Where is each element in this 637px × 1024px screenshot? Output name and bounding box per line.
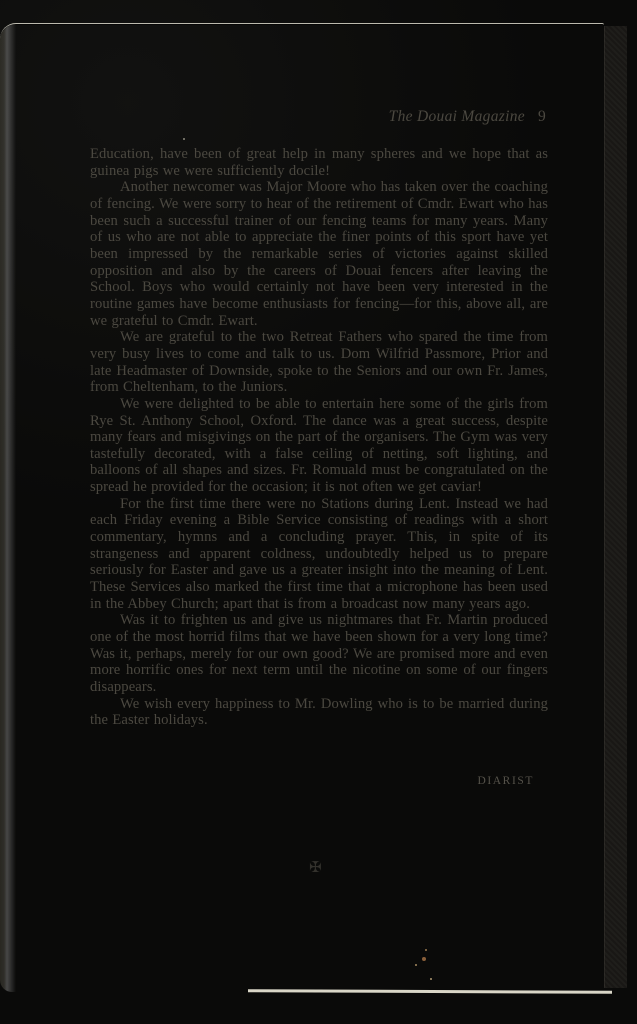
- magazine-page: [0, 23, 604, 992]
- paper-speck: [183, 138, 185, 140]
- journal-title: The Douai Magazine: [388, 108, 525, 125]
- foxing-spot: [415, 964, 417, 966]
- paragraph: Was it to frighten us and give us nightmares that Fr. Martin produced one of the most horrid films that we have been shown for a very long time? Was it, perhaps, merely for our own good? We are promised more and even more horrific ones for next term until the nicotine on some of our fingers disappears.: [90, 612, 548, 695]
- running-header: [389, 108, 546, 126]
- foxing-spot: [422, 957, 426, 961]
- paragraph: We wish every happiness to Mr. Dowling who is to be married during the Easter holidays.: [90, 695, 548, 729]
- page-curl-edge: [0, 24, 16, 992]
- page-stack-edge: [248, 989, 612, 994]
- paragraph: For the first time there were no Stations during Lent. Instead we had each Friday evening a Bible Service consisting of readings with a short commentary, hymns and a concluding prayer. This, in spite of its strangeness and apparent coldness, undoubtedly helped us to prepare seriously for Easter and gave us a greater insight into the meaning of Lent. These Services also marked the first time that a microphone has been used in the Abbey Church; apart that is from a broadcast now many years ago.: [90, 495, 548, 612]
- paragraph: Another newcomer was Major Moore who has taken over the coaching of fencing. We were sorry to hear of the retirement of Cmdr. Ewart who has been such a successful trainer of our fencing teams for many years. Many of us who are not able to appreciate the finer points of this sport have yet been impressed by the remarkable series of victories against skilled opposition and also by the careers of Douai fencers after leaving the School. Boys who would certainly not have been very interested in the routine games have become enthusiasts for fencing—for this, above all, are we grateful to Cmdr. Ewart.: [90, 179, 548, 329]
- author-signature: DIARIST: [477, 775, 534, 787]
- paragraph: We are grateful to the two Retreat Fathers who spared the time from very busy lives to come and talk to us. Dom Wilfrid Passmore, Prior and late Headmaster of Downside, spoke to the Seniors and our own Fr. James, from Cheltenham, to the Juniors.: [90, 329, 548, 396]
- page-number: 9: [537, 108, 546, 125]
- book-cover-edge: [604, 26, 627, 988]
- paragraph: We were delighted to be able to entertain here some of the girls from Rye St. Anthony School, Oxford. The dance was a great success, despite many fears and misgivings on the part of the organisers. The Gym was very tastefully decorated, with a false ceiling of netting, soft lighting, and balloons of all shapes and sizes. Fr. Romuald must be congratulated on the spread he provided for the occasion; it is not often we get caviar!: [90, 395, 548, 496]
- foxing-spot: [430, 978, 432, 980]
- paragraph: Education, have been of great help in many spheres and we hope that as guinea pigs we were sufficiently docile!: [90, 146, 548, 179]
- page-body-text: [90, 146, 548, 729]
- maltese-cross-ornament: ✠: [309, 858, 322, 876]
- foxing-spot: [425, 949, 427, 951]
